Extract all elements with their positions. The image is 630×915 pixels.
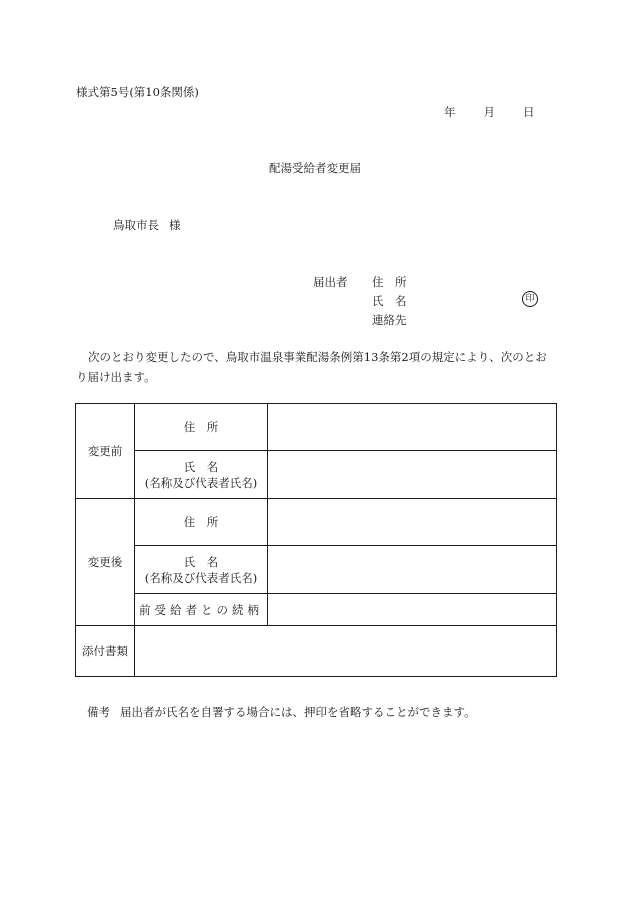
after-address-field[interactable] <box>268 499 557 546</box>
document-title: 配湯受給者変更届 <box>269 161 361 175</box>
remarks-label: 備考 <box>87 705 110 719</box>
body-paragraph: 次のとおり変更したので、鳥取市温泉事業配湯条例第13条第2項の規定により、次のとおり届け出ます。 <box>76 350 547 384</box>
addressee-name: 鳥取市長 <box>113 218 159 232</box>
submitter-address-label: 住 所 <box>372 275 407 289</box>
addressee <box>113 217 181 233</box>
relation-label: 前受給者との続柄 <box>135 594 268 626</box>
date-year-label: 年 <box>444 105 456 119</box>
after-header: 変更後 <box>76 499 135 626</box>
before-address-field[interactable] <box>268 404 557 451</box>
table-row <box>76 451 557 499</box>
before-name-sublabel: (名称及び代表者氏名) <box>144 475 258 490</box>
before-header: 変更前 <box>76 404 135 499</box>
after-name-label <box>135 546 268 594</box>
table-row <box>76 546 557 594</box>
remarks <box>87 704 476 720</box>
submitter-contact-label: 連絡先 <box>372 313 407 327</box>
after-name-sublabel: (名称及び代表者氏名) <box>144 570 258 585</box>
before-address-label: 住 所 <box>135 404 268 451</box>
attachments-label: 添付書類 <box>76 626 135 677</box>
after-address-label: 住 所 <box>135 499 268 546</box>
attachments-field[interactable] <box>135 626 557 677</box>
submitter-label: 届出者 <box>313 275 348 289</box>
form-number: 様式第5号(第10条関係) <box>76 85 199 99</box>
remarks-text: 届出者が氏名を自署する場合には、押印を省略することができます。 <box>120 705 476 719</box>
before-name-field[interactable] <box>268 451 557 499</box>
change-form-table <box>75 403 557 677</box>
after-name-field[interactable] <box>268 546 557 594</box>
relation-field[interactable] <box>268 594 557 626</box>
table-row <box>76 404 557 451</box>
before-name-label-main: 氏 名 <box>183 459 219 474</box>
submitter-name-label: 氏 名 <box>372 294 407 308</box>
addressee-honorific: 様 <box>169 218 181 232</box>
table-row <box>76 594 557 626</box>
after-name-label-main: 氏 名 <box>183 554 219 569</box>
before-name-label <box>135 451 268 499</box>
date-month-label: 月 <box>483 105 495 119</box>
table-row <box>76 499 557 546</box>
seal-mark: 印 <box>522 291 538 307</box>
table-row <box>76 626 557 677</box>
date-line <box>444 104 535 120</box>
date-day-label: 日 <box>523 105 535 119</box>
